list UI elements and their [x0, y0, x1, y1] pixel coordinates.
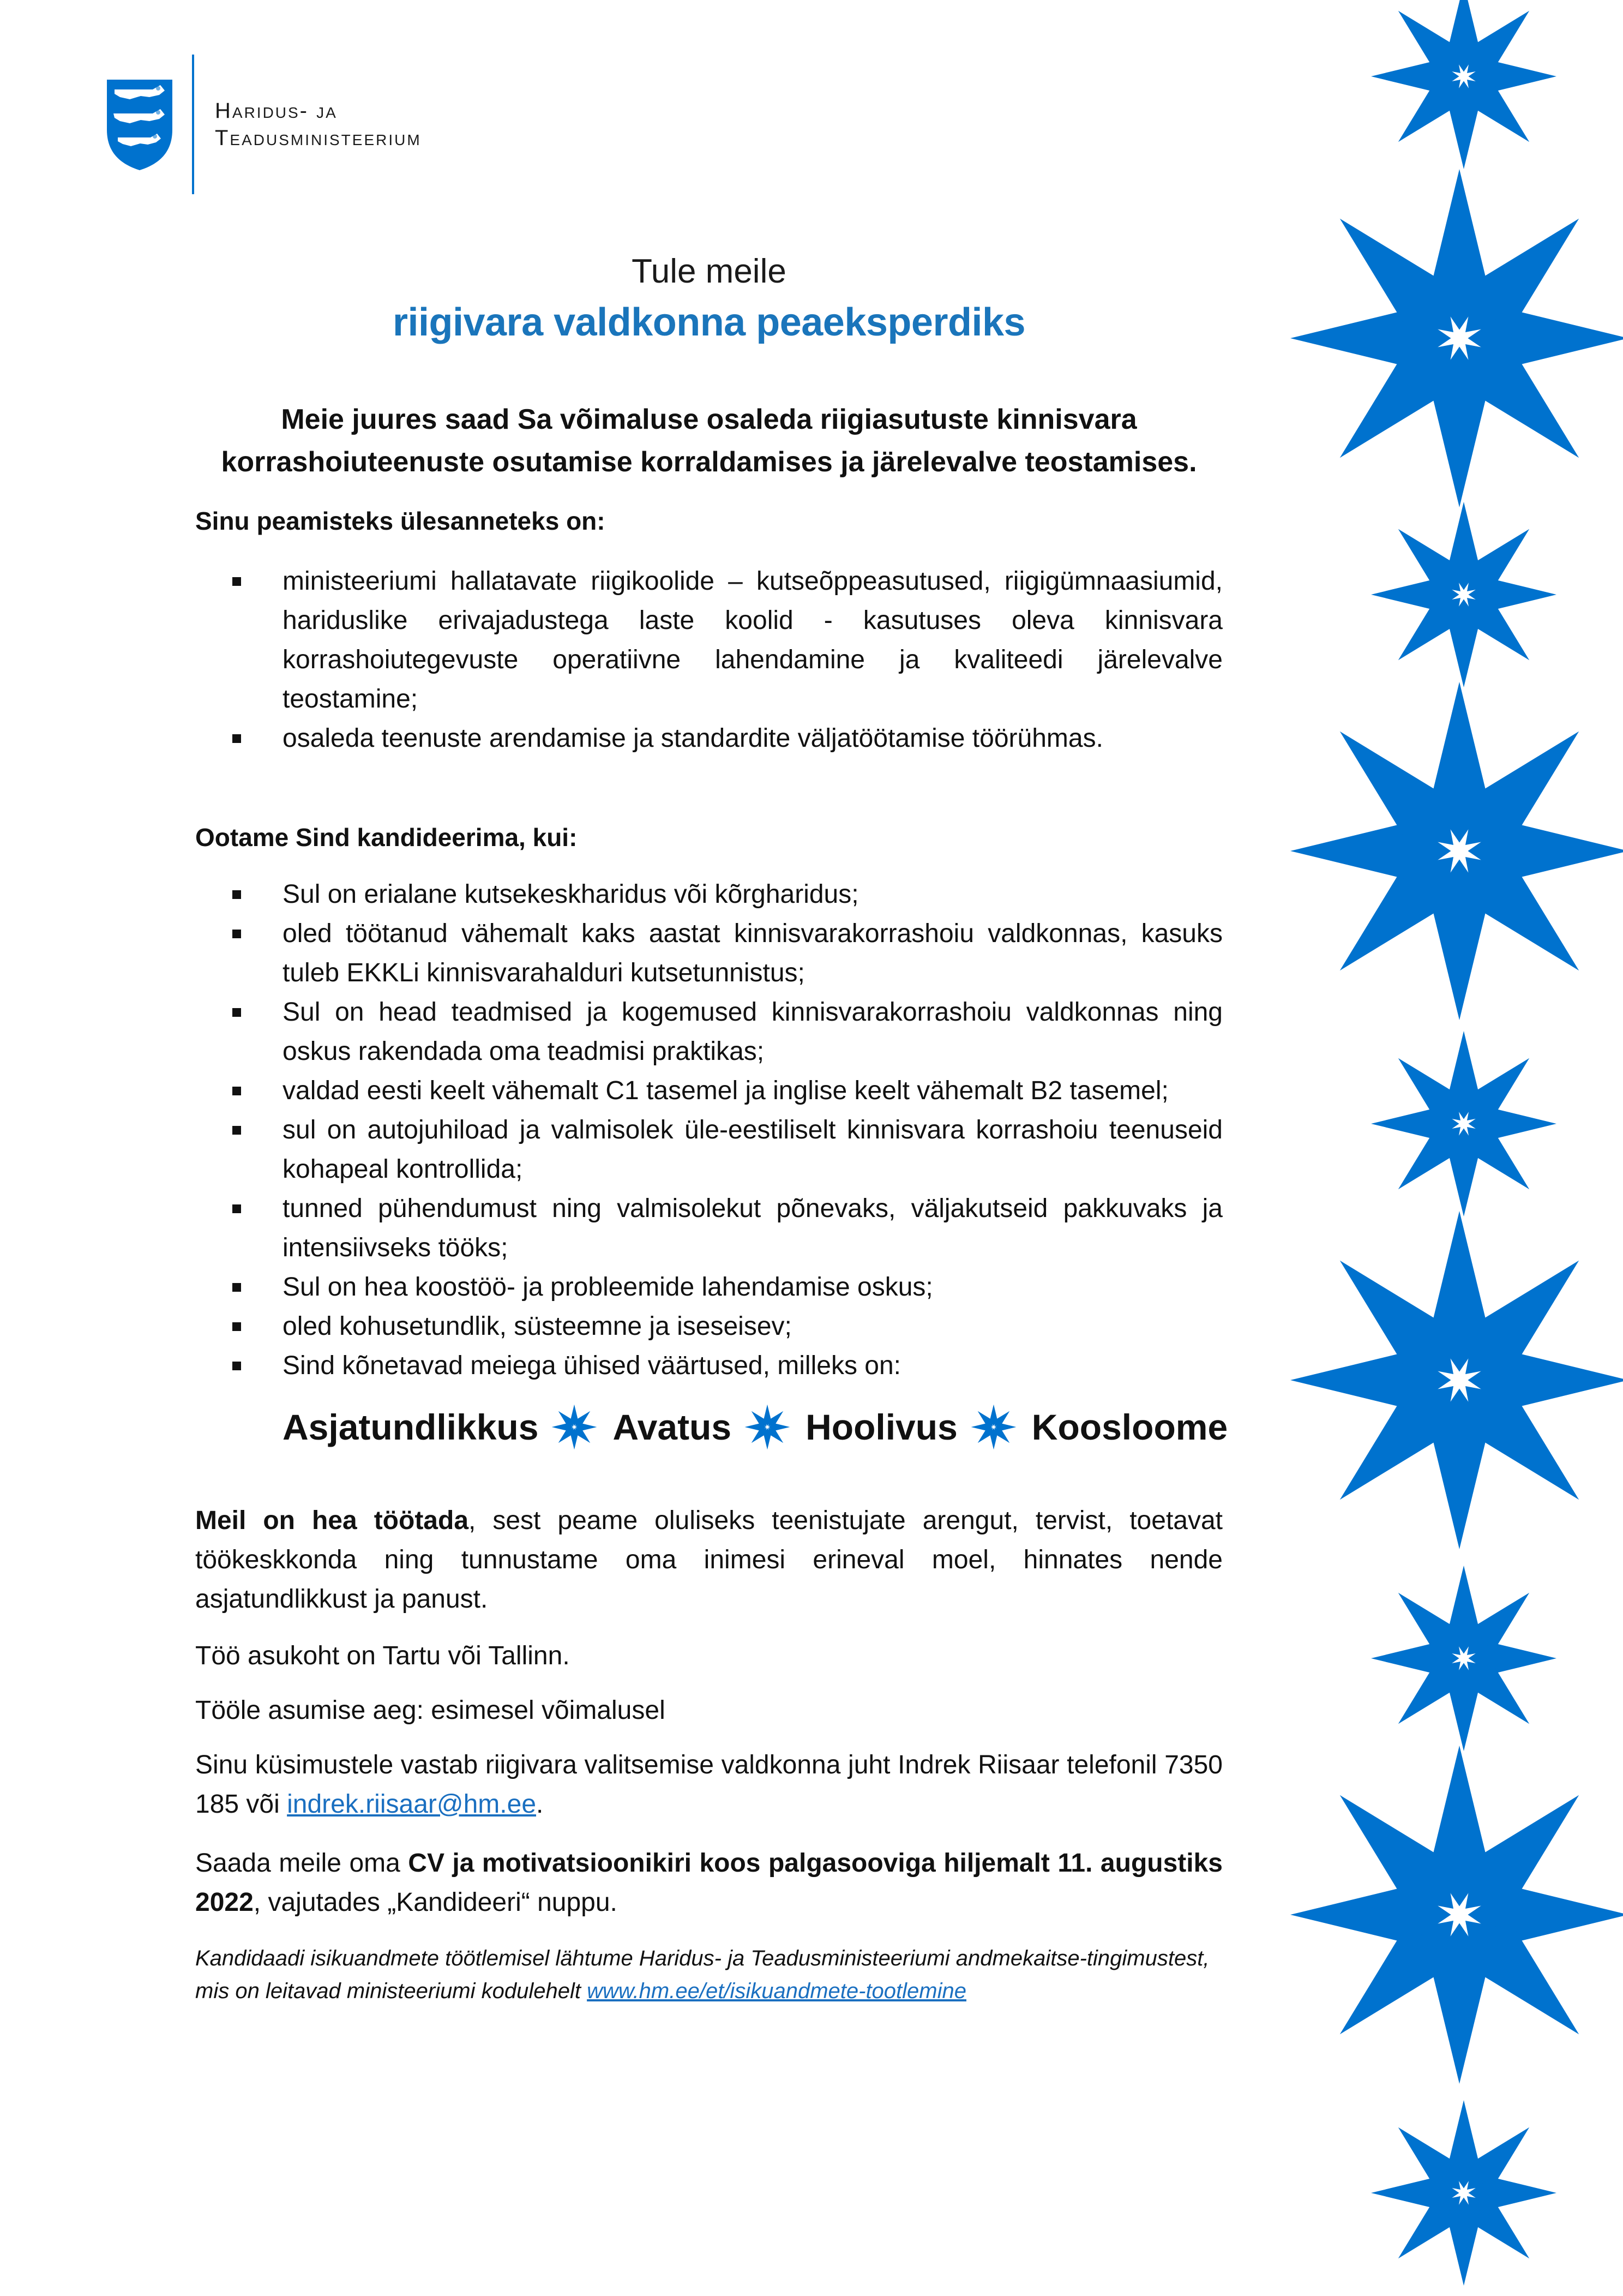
snowflake-icon: [1371, 1566, 1556, 1751]
list-item: oled töötanud vähemalt kaks aastat kinnisvarakorrashoiu valdkonnas, kasuks tuleb EKKLi kinnisvarahalduri kutsetunnistus;: [195, 914, 1223, 993]
ministry-logo: [105, 55, 422, 194]
privacy-note: [195, 1942, 1223, 2007]
value-3: Hoolivus: [806, 1407, 958, 1447]
snowflake-icon: [1371, 1031, 1556, 1216]
snowflake-icon: [1290, 169, 1623, 507]
snowflake-icon: [1290, 682, 1623, 1020]
list-item: Sul on head teadmised ja kogemused kinnisvarakorrashoiu valdkonnas ning oskus rakendada oma teadmisi praktikas;: [195, 993, 1223, 1071]
logo-divider: [192, 55, 194, 194]
snowflake-icon: [1290, 1211, 1623, 1549]
list-item: Sul on hea koostöö- ja probleemide lahendamise oskus;: [195, 1268, 1223, 1307]
value-2: Avatus: [612, 1407, 732, 1447]
location-text: Töö asukoht on Tartu või Tallinn.: [195, 1641, 570, 1670]
value-1: Asjatundlikkus: [282, 1407, 539, 1447]
lead-text: [195, 398, 1223, 483]
benefits-text: , sest peame oluliseks teenistujate arengut, tervist, toetavat töökeskkonda ning tunnustame oma inimesi erineval moel, hinnates nende asjatundlikkust ja panust.: [195, 1506, 1223, 1614]
start-text: Tööle asumise aeg: esimesel võimalusel: [195, 1696, 665, 1725]
tasks-list: [195, 562, 1223, 758]
page-title: riigivara valdkonna peaeksperdiks: [392, 301, 1026, 344]
requirements-heading: Ootame Sind kandideerima, kui:: [195, 823, 578, 852]
snowflake-border: [1230, 0, 1623, 2296]
list-item: valdad eesti keelt vähemalt C1 tasemel ja inglise keelt vähemalt B2 tasemel;: [195, 1071, 1223, 1111]
benefits-paragraph: [195, 1501, 1223, 1619]
tasks-heading: Sinu peamisteks ülesanneteks on:: [195, 507, 605, 535]
list-item: osaleda teenuste arendamise ja standardite väljatöötamise töörühmas.: [195, 719, 1223, 758]
list-item: ministeeriumi hallatavate riigikoolide – kutseõppeasutused, riigigümnaasiumid, hariduslike erivajadustega laste koolid - kasutuses oleva kinnisvara korrashoiutegevuste operatiivne lahendamine ja kvaliteedi järelevalve teostamine;: [195, 562, 1223, 719]
apply-post: , vajutades „Kandideeri“ nuppu.: [253, 1888, 617, 1917]
ministry-name-line2: Teadusministeerium: [215, 126, 422, 150]
snowflake-icon: [969, 1402, 1019, 1452]
apply-pre: Saada meile oma: [195, 1849, 408, 1878]
list-item: Sul on erialane kutsekeskharidus või kõrgharidus;: [195, 875, 1223, 914]
snowflake-icon: [1371, 502, 1556, 687]
list-item: tunned pühendumust ning valmisolekut põnevaks, väljakutseid pakkuvaks ja intensiivseks tööks;: [195, 1189, 1223, 1268]
apply-paragraph: [195, 1844, 1223, 1922]
values-row: [282, 1402, 1236, 1452]
value-4: Koosloome: [1031, 1407, 1228, 1447]
contact-paragraph: [195, 1746, 1223, 1824]
snowflake-icon: [1371, 0, 1556, 169]
contact-email-link[interactable]: indrek.riisaar@hm.ee: [287, 1790, 537, 1819]
ministry-name-line1: Haridus- ja: [215, 99, 338, 123]
lead-line-1: Meie juures saad Sa võimaluse osaleda riigiasutuste kinnisvara: [281, 404, 1137, 435]
snowflake-icon: [549, 1402, 599, 1452]
requirements-list: [195, 875, 1223, 1386]
list-item: Sind kõnetavad meiega ühised väärtused, milleks on:: [195, 1346, 1223, 1386]
coat-of-arms-icon: [105, 77, 175, 171]
ministry-name: [215, 97, 422, 152]
list-item: sul on autojuhiload ja valmisolek üle-eestiliselt kinnisvara korrashoiu teenuseid kohapeal kontrollida;: [195, 1111, 1223, 1189]
snowflake-icon: [1371, 2100, 1556, 2286]
apply-deadline: CV ja motivatsioonikiri koos palgasooviga hiljemalt 11. augustiks 2022: [195, 1849, 1223, 1917]
privacy-text: Kandidaadi isikuandmete töötlemisel lähtume Haridus- ja Teadusministeeriumi andmekaitse-tingimustest, mis on leitavad ministeeriumi kodulehelt: [195, 1946, 1210, 2003]
snowflake-icon: [1290, 1746, 1623, 2084]
contact-text: Sinu küsimustele vastab riigivara valitsemise valdkonna juht Indrek Riisaar telefonil 7350 185 või: [195, 1751, 1223, 1819]
contact-end: .: [536, 1790, 544, 1819]
benefits-lead: Meil on hea töötada: [195, 1506, 469, 1535]
privacy-link[interactable]: www.hm.ee/et/isikuandmete-tootlemine: [587, 1979, 966, 2003]
list-item: oled kohusetundlik, süsteemne ja iseseisev;: [195, 1307, 1223, 1346]
page-intro: Tule meile: [632, 253, 786, 290]
snowflake-icon: [742, 1402, 792, 1452]
lead-line-2: korrashoiuteenuste osutamise korraldamises ja järelevalve teostamises.: [221, 446, 1197, 478]
